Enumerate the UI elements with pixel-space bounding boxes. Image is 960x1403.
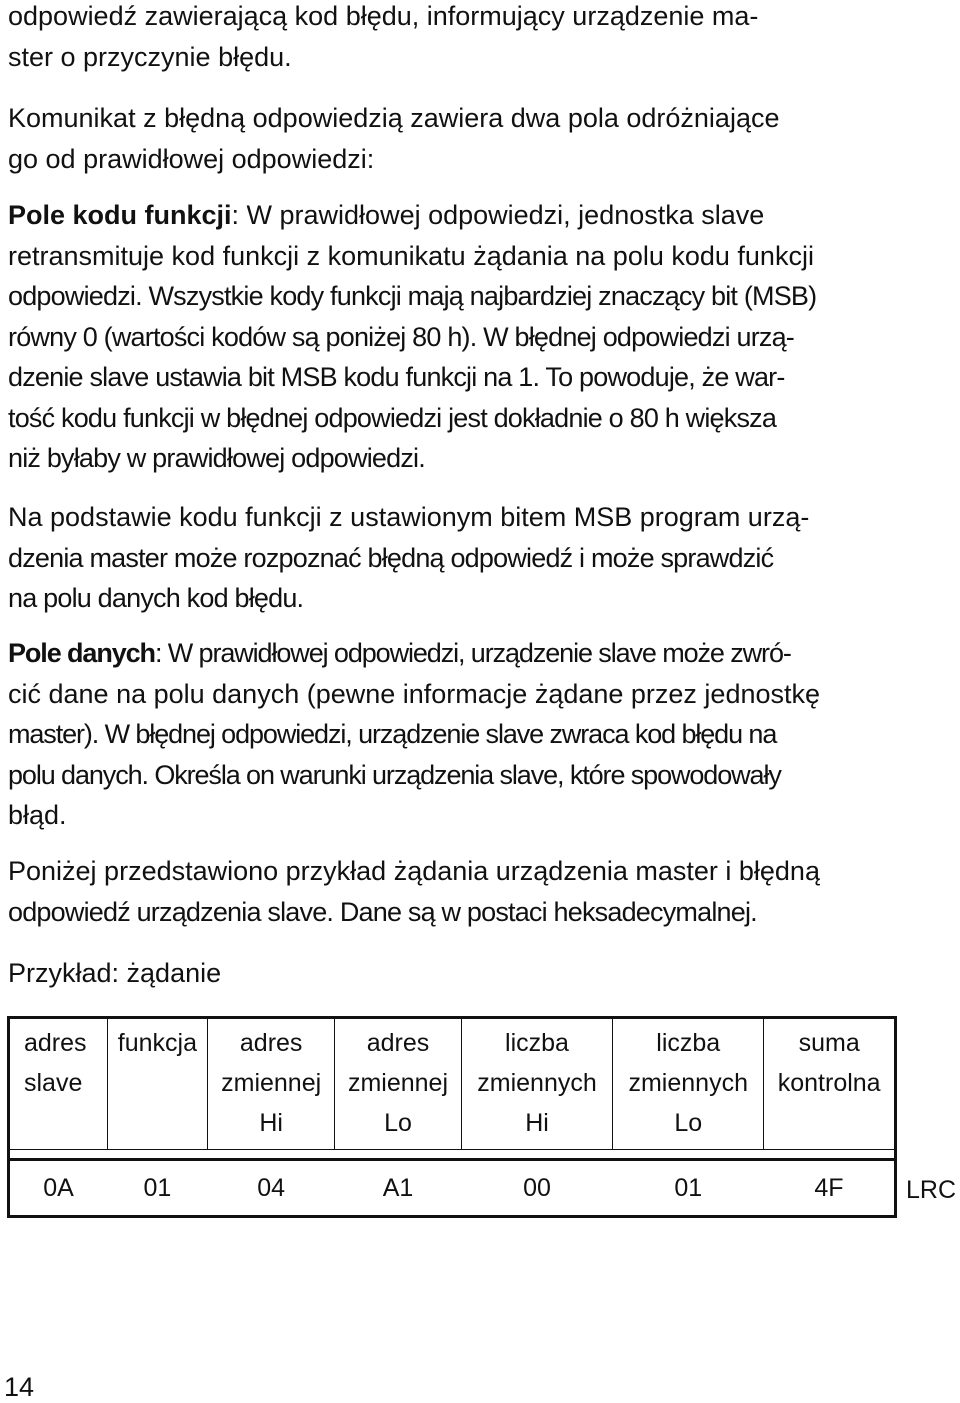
paragraph-intro (8, 0, 758, 77)
header-cell-count-lo (613, 1018, 764, 1150)
header-cell-checksum (764, 1018, 896, 1150)
frame-table (7, 1016, 897, 1218)
header-line: liczba (505, 1029, 569, 1057)
text-line: retransmituje kod funkcji z komunikatu żądania na polu kodu funkcji (8, 240, 814, 271)
table-header-row (9, 1018, 896, 1150)
table-row-values (9, 1160, 896, 1217)
text-line: dzenia master może rozpoznać błędną odpowiedź i może sprawdzić (8, 542, 774, 573)
header-line: adres (366, 1029, 430, 1057)
paragraph-msb-detection (8, 497, 809, 619)
text-line (8, 633, 820, 674)
text-line (8, 195, 816, 236)
value-cell: A1 (382, 1173, 414, 1202)
text-line: odpowiedzi. Wszystkie kody funkcji mają najbardziej znaczący bit (MSB) (8, 281, 817, 311)
header-cell-address-hi (208, 1018, 335, 1150)
text-line: dzenie slave ustawia bit MSB kodu funkcji na 1. To powoduje, że war- (8, 362, 785, 392)
text-line: Komunikat z błędną odpowiedzią zawiera dwa pola odróżniające (8, 103, 780, 133)
header-cell-count-hi (461, 1018, 612, 1150)
text-line: go od prawidłowej odpowiedzi: (8, 143, 375, 174)
header-line: kontrolna (777, 1069, 881, 1097)
text-span: : W prawidłowej odpowiedzi, jednostka slave (231, 200, 765, 230)
text-line: tość kodu funkcji w błędnej odpowiedzi jest dokładnie o 80 h większa (8, 402, 777, 433)
paragraph-data-field (8, 633, 820, 836)
header-cell-slave-address (9, 1018, 108, 1150)
header-line: zmiennych (477, 1069, 597, 1097)
header-line: zmiennej (347, 1069, 449, 1097)
text-line: Przykład: żądanie (8, 958, 222, 988)
field-label: Pole danych (8, 638, 155, 668)
value-cell: 4F (814, 1173, 844, 1202)
text-line: ster o przyczynie błędu. (8, 41, 292, 72)
table-separator (9, 1150, 896, 1160)
header-cell-function (107, 1018, 208, 1150)
header-line: adres (239, 1029, 303, 1057)
paragraph-function-code-field (8, 195, 816, 479)
text-line: Na podstawie kodu funkcji z ustawionym bitem MSB program urzą- (8, 502, 810, 532)
lrc-label: LRC (906, 1176, 957, 1204)
text-line: polu danych. Określa on warunki urządzenia slave, które spowodowały (8, 759, 781, 790)
value-cell: 04 (257, 1173, 286, 1202)
header-line: funkcja (117, 1029, 198, 1057)
value-cell: 01 (674, 1173, 703, 1202)
text-line: master). W błędnej odpowiedzi, urządzenie slave zwraca kod błędu na (8, 719, 777, 749)
paragraph-example-intro (8, 851, 820, 932)
value-cell: 01 (143, 1173, 172, 1202)
text-line: odpowiedź zawierającą kod błędu, informujący urządzenie ma- (8, 1, 759, 31)
value-cell: 00 (523, 1173, 551, 1202)
text-line: niż byłaby w prawidłowej odpowiedzi. (8, 443, 425, 473)
header-line: slave (24, 1069, 83, 1097)
request-frame-table (7, 1016, 897, 1214)
header-line: zmiennych (628, 1069, 748, 1097)
example-caption (8, 953, 221, 994)
value-cell: 0A (43, 1173, 74, 1202)
header-line: adres (24, 1029, 87, 1057)
header-line: Hi (525, 1109, 549, 1137)
header-cell-address-lo (335, 1018, 462, 1150)
header-line: suma (798, 1029, 860, 1057)
header-line: liczba (656, 1029, 721, 1057)
text-line: odpowiedź urządzenia slave. Dane są w postaci heksadecymalnej. (8, 896, 757, 927)
page-number: 14 (4, 1372, 35, 1402)
separator-cell (9, 1150, 896, 1160)
header-line: Hi (259, 1109, 283, 1137)
text-line: cić dane na polu danych (pewne informacje żądane przez jednostkę (8, 678, 821, 709)
text-line: równy 0 (wartości kodów są poniżej 80 h). W błędnej odpowiedzi urzą- (8, 321, 795, 352)
field-label: Pole kodu funkcji (8, 200, 232, 230)
text-span: : W prawidłowej odpowiedzi, urządzenie slave może zwró- (154, 638, 791, 668)
paragraph-error-message (8, 98, 779, 179)
header-line: Lo (674, 1109, 703, 1137)
text-line: błąd. (8, 800, 67, 830)
text-line: Poniżej przedstawiono przykład żądania urządzenia master i błędną (8, 856, 820, 886)
header-line: Lo (384, 1109, 412, 1137)
text-line: na polu danych kod błędu. (8, 583, 304, 613)
header-line: zmiennej (221, 1069, 322, 1097)
